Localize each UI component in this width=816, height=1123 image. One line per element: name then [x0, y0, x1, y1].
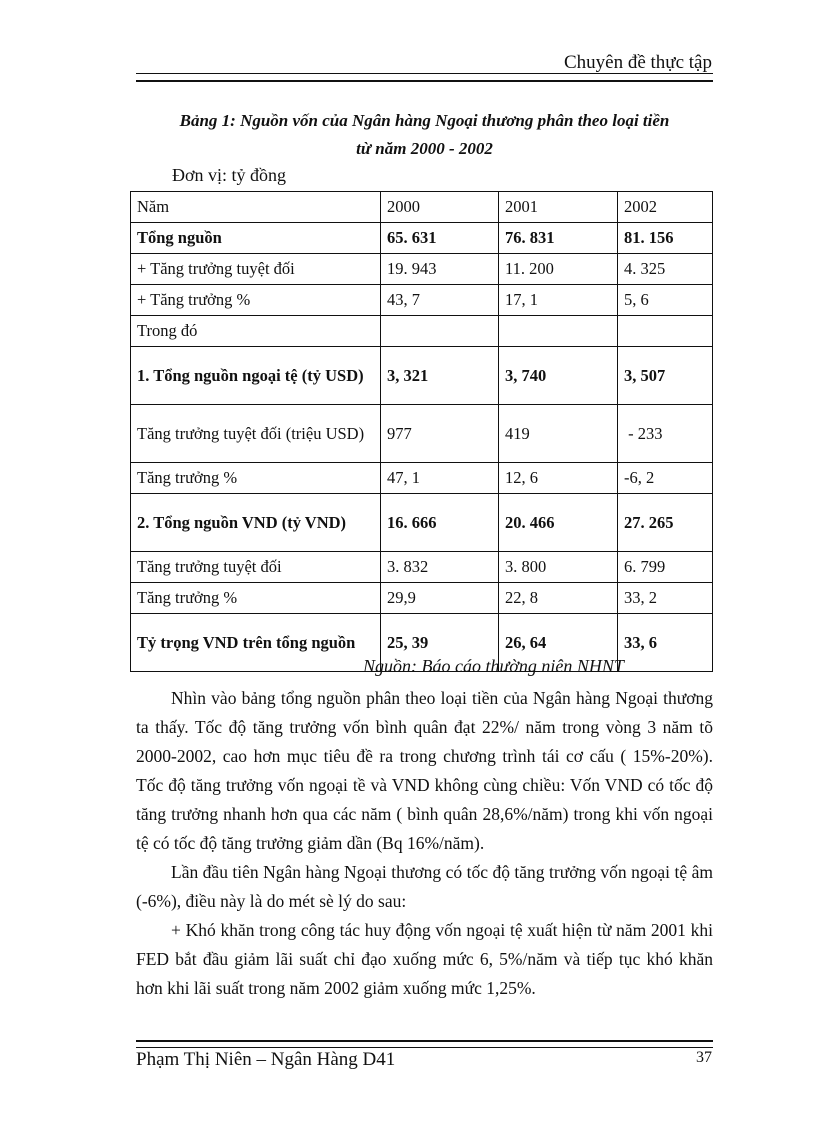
table-row — [131, 494, 713, 552]
cell-2002: 5, 6 — [618, 285, 713, 316]
row-label: Trong đó — [131, 316, 381, 347]
table-unit: Đơn vị: tỷ đồng — [172, 165, 287, 185]
cell-2001: 12, 6 — [499, 463, 618, 494]
row-label: 2. Tổng nguồn VND (tỷ VND) — [131, 494, 381, 552]
cell-2001: 3. 800 — [499, 552, 618, 583]
table-row — [131, 552, 713, 583]
cell-2001: 419 — [499, 405, 618, 463]
table-row — [131, 347, 713, 405]
cell-2002 — [618, 316, 713, 347]
row-label: Tăng trưởng tuyệt đối — [131, 552, 381, 583]
header-divider — [136, 73, 713, 82]
cell-2002: 4. 325 — [618, 254, 713, 285]
cell-2002: 33, 2 — [618, 583, 713, 614]
cell-2000: 3, 321 — [381, 347, 499, 405]
cell-2001: 11. 200 — [499, 254, 618, 285]
cell-2000: 25, 39 — [381, 614, 499, 672]
table-row — [131, 223, 713, 254]
cell-2000: 16. 666 — [381, 494, 499, 552]
cell-2002: 27. 265 — [618, 494, 713, 552]
cell-2000: 65. 631 — [381, 223, 499, 254]
table-source: Nguồn: Báo cáo thường niên NHNT — [363, 656, 624, 676]
table-caption-line1: Bảng 1: Nguồn vốn của Ngân hàng Ngoại thương phân theo loại tiền — [179, 111, 670, 130]
cell-2000 — [381, 316, 499, 347]
cell-2000: 47, 1 — [381, 463, 499, 494]
row-label: Tăng trưởng % — [131, 463, 381, 494]
table-row — [131, 316, 713, 347]
cell-2002: 33, 6 — [618, 614, 713, 672]
col-header-year: Năm — [131, 192, 381, 223]
cell-2002: -6, 2 — [618, 463, 713, 494]
cell-2000: 29,9 — [381, 583, 499, 614]
footer-author: Phạm Thị Niên – Ngân Hàng D41 — [136, 1049, 396, 1070]
cell-2001: 22, 8 — [499, 583, 618, 614]
page-number: 37 — [696, 1049, 712, 1066]
cell-2002: 81. 156 — [618, 223, 713, 254]
cell-2001: 76. 831 — [499, 223, 618, 254]
cell-2002: 6. 799 — [618, 552, 713, 583]
table-row — [131, 405, 713, 463]
table-row — [131, 583, 713, 614]
row-label: Tăng trưởng % — [131, 583, 381, 614]
cell-2002: 3, 507 — [618, 347, 713, 405]
col-header-2002: 2002 — [618, 192, 713, 223]
body-paragraph-3: + Khó khăn trong công tác huy động vốn ngoại tệ xuất hiện từ năm 2001 khi FED bắt đầu giảm lãi suất chỉ đạo xuống mức 6, 5%/năm và tiếp tục khó khăn hơn khi lãi suất trong năm 2002 giảm xuống mức 1,25%. — [136, 920, 713, 998]
cell-2000: 3. 832 — [381, 552, 499, 583]
footer-divider — [136, 1040, 713, 1048]
col-header-2001: 2001 — [499, 192, 618, 223]
cell-2002: - 233 — [618, 405, 713, 463]
row-label: Tỷ trọng VND trên tổng nguồn — [131, 614, 381, 672]
cell-2000: 977 — [381, 405, 499, 463]
row-label: + Tăng trưởng tuyệt đối — [131, 254, 381, 285]
running-header: Chuyên đề thực tập — [563, 52, 712, 73]
cell-2000: 43, 7 — [381, 285, 499, 316]
cell-2001: 26, 64 — [499, 614, 618, 672]
table-header-row — [131, 192, 713, 223]
table-row — [131, 463, 713, 494]
capital-table — [130, 191, 713, 672]
col-header-2000: 2000 — [381, 192, 499, 223]
cell-2001 — [499, 316, 618, 347]
body-paragraph-2: Lần đầu tiên Ngân hàng Ngoại thương có tốc độ tăng trưởng vốn ngoại tệ âm (-6%), điều này là do mét sè lý do sau: — [136, 862, 713, 911]
cell-2001: 3, 740 — [499, 347, 618, 405]
cell-2001: 20. 466 — [499, 494, 618, 552]
row-label: Tổng nguồn — [131, 223, 381, 254]
cell-2000: 19. 943 — [381, 254, 499, 285]
row-label: 1. Tổng nguồn ngoại tệ (tỷ USD) — [131, 347, 381, 405]
row-label: Tăng trưởng tuyệt đối (triệu USD) — [131, 405, 381, 463]
table-row — [131, 254, 713, 285]
row-label: + Tăng trưởng % — [131, 285, 381, 316]
body-paragraph-1: Nhìn vào bảng tổng nguồn phân theo loại tiền của Ngân hàng Ngoại thương ta thấy. Tốc độ tăng trưởng vốn bình quân đạt 22%/ năm trong vòng 3 năm tõ 2000-2002, cao hơn mục tiêu đề ra trong chương trình tái cơ cấu ( 15%-20%). Tốc độ tăng trưởng vốn ngoại tề và VND không cùng chiều: Vốn VND có tốc độ tăng trưởng nhanh hơn qua các năm ( bình quân 28,6%/năm) trong khi vốn ngoại tệ có tốc độ tăng trưởng giảm dần (Bq 16%/năm). — [136, 688, 713, 853]
cell-2001: 17, 1 — [499, 285, 618, 316]
table-caption-line2: từ năm 2000 - 2002 — [356, 139, 493, 158]
table-row — [131, 285, 713, 316]
